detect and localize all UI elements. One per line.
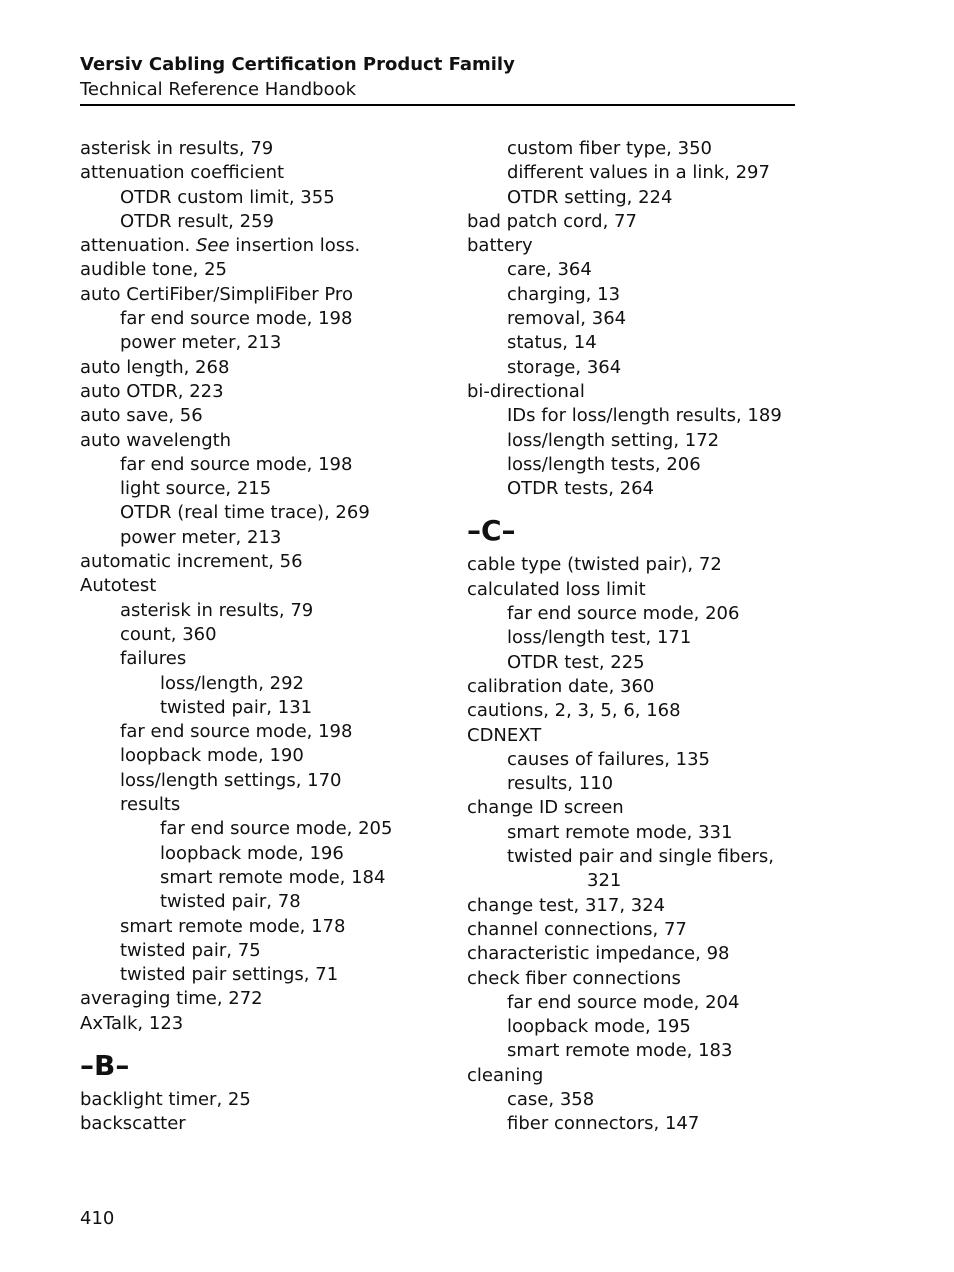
index-entry: backlight timer, 25 [80, 1088, 251, 1110]
index-subentry: OTDR tests, 264 [507, 478, 654, 500]
index-subentry: far end source mode, 198 [120, 721, 353, 743]
index-subentry: far end source mode, 198 [120, 308, 353, 330]
index-subentry: OTDR result, 259 [120, 210, 274, 232]
index-subentry: loopback mode, 190 [120, 745, 304, 767]
index-entry: cleaning [467, 1064, 544, 1086]
index-subentry: twisted pair and single fibers, [507, 846, 774, 868]
section-heading: –C– [467, 514, 516, 548]
index-subentry: smart remote mode, 178 [120, 915, 346, 937]
index-entry: backscatter [80, 1113, 186, 1135]
index-subentry: 321 [587, 870, 622, 892]
index-subentry: OTDR custom limit, 355 [120, 186, 335, 208]
index-entry: calibration date, 360 [467, 675, 655, 697]
index-column-left [80, 137, 480, 1137]
index-entry: auto save, 56 [80, 405, 203, 427]
index-subentry: smart remote mode, 183 [507, 1040, 733, 1062]
index-subentry: twisted pair settings, 71 [120, 964, 339, 986]
index-column-right [467, 137, 867, 1137]
index-entry: auto CertiFiber/SimpliFiber Pro [80, 283, 353, 305]
index-entry: averaging time, 272 [80, 988, 263, 1010]
index-subentry: smart remote mode, 331 [507, 821, 733, 843]
index-entry: cautions, 2, 3, 5, 6, 168 [467, 700, 681, 722]
index-subentry: OTDR (real time trace), 269 [120, 502, 370, 524]
index-entry: auto wavelength [80, 429, 232, 451]
index-subentry: status, 14 [507, 332, 597, 354]
index-subentry: loopback mode, 195 [507, 1016, 691, 1038]
index-entry: change test, 317, 324 [467, 894, 666, 916]
header-title: Versiv Cabling Certification Product Family [80, 54, 515, 75]
index-subentry: IDs for loss/length results, 189 [507, 405, 782, 427]
index-subentry: care, 364 [507, 259, 592, 281]
index-subentry: loss/length, 292 [160, 672, 305, 694]
page-number: 410 [80, 1208, 115, 1229]
index-subentry: results [120, 794, 181, 816]
index-subentry: failures [120, 648, 187, 670]
index-subentry: OTDR test, 225 [507, 651, 645, 673]
index-subentry: far end source mode, 205 [160, 818, 393, 840]
index-entry: asterisk in results, 79 [80, 138, 274, 159]
index-entry: attenuation coefficient [80, 162, 285, 184]
index-entry: attenuation. See insertion loss. [80, 235, 361, 257]
index-subentry: twisted pair, 78 [160, 891, 301, 913]
index-subentry: far end source mode, 198 [120, 453, 353, 475]
index-entry: auto length, 268 [80, 356, 230, 378]
index-entry: characteristic impedance, 98 [467, 943, 730, 965]
index-entry: Autotest [80, 575, 157, 597]
index-subentry: asterisk in results, 79 [120, 599, 314, 621]
index-entry: bad patch cord, 77 [467, 210, 637, 232]
section-heading: –B– [80, 1048, 130, 1082]
index-subentry: power meter, 213 [120, 332, 282, 354]
index-entry: CDNEXT [467, 724, 542, 746]
index-subentry: far end source mode, 206 [507, 603, 740, 625]
index-subentry: power meter, 213 [120, 526, 282, 548]
index-subentry: loopback mode, 196 [160, 842, 344, 864]
running-header [80, 53, 795, 106]
index-subentry: twisted pair, 131 [160, 696, 313, 718]
index-subentry: charging, 13 [507, 283, 621, 305]
index-subentry: results, 110 [507, 773, 614, 795]
index-subentry: loss/length setting, 172 [507, 429, 720, 451]
index-subentry: far end source mode, 204 [507, 991, 740, 1013]
index-subentry: twisted pair, 75 [120, 939, 261, 961]
index-subentry: loss/length settings, 170 [120, 769, 342, 791]
index-entry: automatic increment, 56 [80, 551, 303, 573]
index-subentry: custom fiber type, 350 [507, 138, 712, 159]
index-subentry: different values in a link, 297 [507, 162, 770, 184]
index-entry: cable type (twisted pair), 72 [467, 554, 722, 576]
index-entry: AxTalk, 123 [80, 1012, 184, 1034]
index-subentry: removal, 364 [507, 308, 627, 330]
index-entry: channel connections, 77 [467, 918, 687, 940]
index-entry: battery [467, 235, 533, 257]
index-subentry: fiber connectors, 147 [507, 1113, 700, 1135]
index-subentry: OTDR setting, 224 [507, 186, 673, 208]
index-entry: change ID screen [467, 797, 624, 819]
index-subentry: case, 358 [507, 1088, 595, 1110]
index-subentry: storage, 364 [507, 356, 622, 378]
index-subentry: light source, 215 [120, 478, 272, 500]
index-entry: check fiber connections [467, 967, 681, 989]
header-subtitle: Technical Reference Handbook [80, 79, 357, 100]
index-subentry: loss/length test, 171 [507, 627, 692, 649]
index-entry: calculated loss limit [467, 578, 646, 600]
index-entry: auto OTDR, 223 [80, 380, 224, 402]
index-subentry: loss/length tests, 206 [507, 453, 701, 475]
index-subentry: smart remote mode, 184 [160, 866, 386, 888]
header-rule [80, 104, 795, 106]
index-subentry: count, 360 [120, 623, 217, 645]
index-entry: bi-directional [467, 380, 585, 402]
index-entry: audible tone, 25 [80, 259, 227, 281]
index-subentry: causes of failures, 135 [507, 748, 710, 770]
